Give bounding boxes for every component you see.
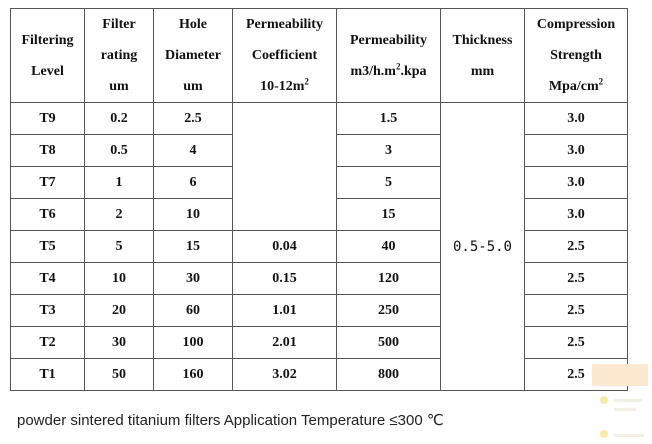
header-line: Coefficient [251, 48, 318, 63]
header-unit [233, 71, 336, 102]
header-line: Compression [536, 17, 616, 32]
filter-rating-cell: 10 [85, 263, 154, 295]
hole-diameter-cell: 2.5 [154, 103, 233, 135]
compression-strength-cell: 2.5 [525, 295, 628, 327]
compression-strength-cell: 3.0 [525, 135, 628, 167]
hole-diameter-cell: 15 [154, 231, 233, 263]
permeability-coefficient-cell [233, 103, 337, 231]
application-temperature-note: powder sintered titanium filters Application Temperature ≤300 ℃ [17, 412, 444, 429]
filter-rating-cell: 1 [85, 167, 154, 199]
header-line: Diameter [165, 48, 221, 63]
table-row [11, 295, 628, 327]
filter-rating-cell: 30 [85, 327, 154, 359]
header-line: Filter [102, 17, 136, 32]
filtering-level-cell: T3 [11, 295, 85, 327]
permeability-coefficient-cell: 3.02 [233, 359, 337, 391]
table-row [11, 327, 628, 359]
permeability-cell: 3 [337, 135, 441, 167]
unit-superscript: 2 [395, 60, 401, 71]
hole-diameter-cell: 60 [154, 295, 233, 327]
header-line: Permeability [350, 32, 427, 48]
column-header [154, 9, 233, 103]
header-line: rating [100, 48, 138, 63]
header-line: um [183, 79, 203, 94]
permeability-coefficient-cell: 2.01 [233, 327, 337, 359]
filtering-level-cell: T4 [11, 263, 85, 295]
header-row [11, 9, 628, 103]
permeability-cell: 250 [337, 295, 441, 327]
compression-strength-cell: 2.5 [525, 231, 628, 263]
header-unit [525, 71, 627, 102]
permeability-cell: 120 [337, 263, 441, 295]
filter-rating-cell: 2 [85, 199, 154, 231]
filtering-level-cell: T1 [11, 359, 85, 391]
header-line: Strength [550, 48, 602, 63]
table-row [11, 359, 628, 391]
filter-spec-table [10, 8, 628, 391]
permeability-cell: 5 [337, 167, 441, 199]
filter-rating-cell: 50 [85, 359, 154, 391]
compression-strength-cell: 3.0 [525, 167, 628, 199]
filtering-level-cell: T7 [11, 167, 85, 199]
hole-diameter-cell: 10 [154, 199, 233, 231]
filter-rating-cell: 5 [85, 231, 154, 263]
column-header [85, 9, 154, 103]
thickness-cell: 0.5-5.0 [441, 103, 525, 391]
column-header [233, 9, 337, 103]
compression-strength-cell: 2.5 [525, 327, 628, 359]
hole-diameter-cell: 30 [154, 263, 233, 295]
filtering-level-cell: T2 [11, 327, 85, 359]
filtering-level-cell: T9 [11, 103, 85, 135]
unit-base: m3/h.m [350, 63, 396, 79]
permeability-coefficient-cell: 0.15 [233, 263, 337, 295]
permeability-cell: 800 [337, 359, 441, 391]
column-header [525, 9, 628, 103]
header-line: Thickness [452, 32, 513, 48]
compression-strength-cell: 3.0 [525, 103, 628, 135]
permeability-cell: 15 [337, 199, 441, 231]
watermark-logo [592, 364, 648, 442]
header-unit [337, 56, 440, 87]
permeability-cell: 500 [337, 327, 441, 359]
header-line: um [109, 79, 129, 94]
header-line: Level [31, 63, 64, 79]
permeability-cell: 40 [337, 231, 441, 263]
compression-strength-cell: 3.0 [525, 199, 628, 231]
compression-strength-cell: 2.5 [525, 263, 628, 295]
column-header [441, 9, 525, 103]
filter-rating-cell: 0.5 [85, 135, 154, 167]
table-row [11, 103, 628, 135]
filtering-level-cell: T6 [11, 199, 85, 231]
unit-base: 10-12m [260, 79, 305, 94]
table-row [11, 231, 628, 263]
unit-base: Mpa/cm [548, 79, 599, 94]
hole-diameter-cell: 100 [154, 327, 233, 359]
header-line: mm [470, 63, 495, 79]
hole-diameter-cell: 4 [154, 135, 233, 167]
hole-diameter-cell: 160 [154, 359, 233, 391]
filter-rating-cell: 0.2 [85, 103, 154, 135]
header-line: Permeability [246, 17, 323, 32]
compression-strength-cell: 2.5 [525, 359, 628, 391]
filter-rating-cell: 20 [85, 295, 154, 327]
header-line: Hole [179, 17, 207, 32]
column-header [11, 9, 85, 103]
permeability-cell: 1.5 [337, 103, 441, 135]
filtering-level-cell: T8 [11, 135, 85, 167]
table-row [11, 263, 628, 295]
unit-superscript: 2 [598, 76, 604, 87]
filtering-level-cell: T5 [11, 231, 85, 263]
column-header [337, 9, 441, 103]
unit-tail: .kpa [400, 63, 427, 79]
header-line: Filtering [21, 32, 74, 48]
permeability-coefficient-cell: 1.01 [233, 295, 337, 327]
hole-diameter-cell: 6 [154, 167, 233, 199]
unit-superscript: 2 [304, 76, 309, 87]
permeability-coefficient-cell: 0.04 [233, 231, 337, 263]
